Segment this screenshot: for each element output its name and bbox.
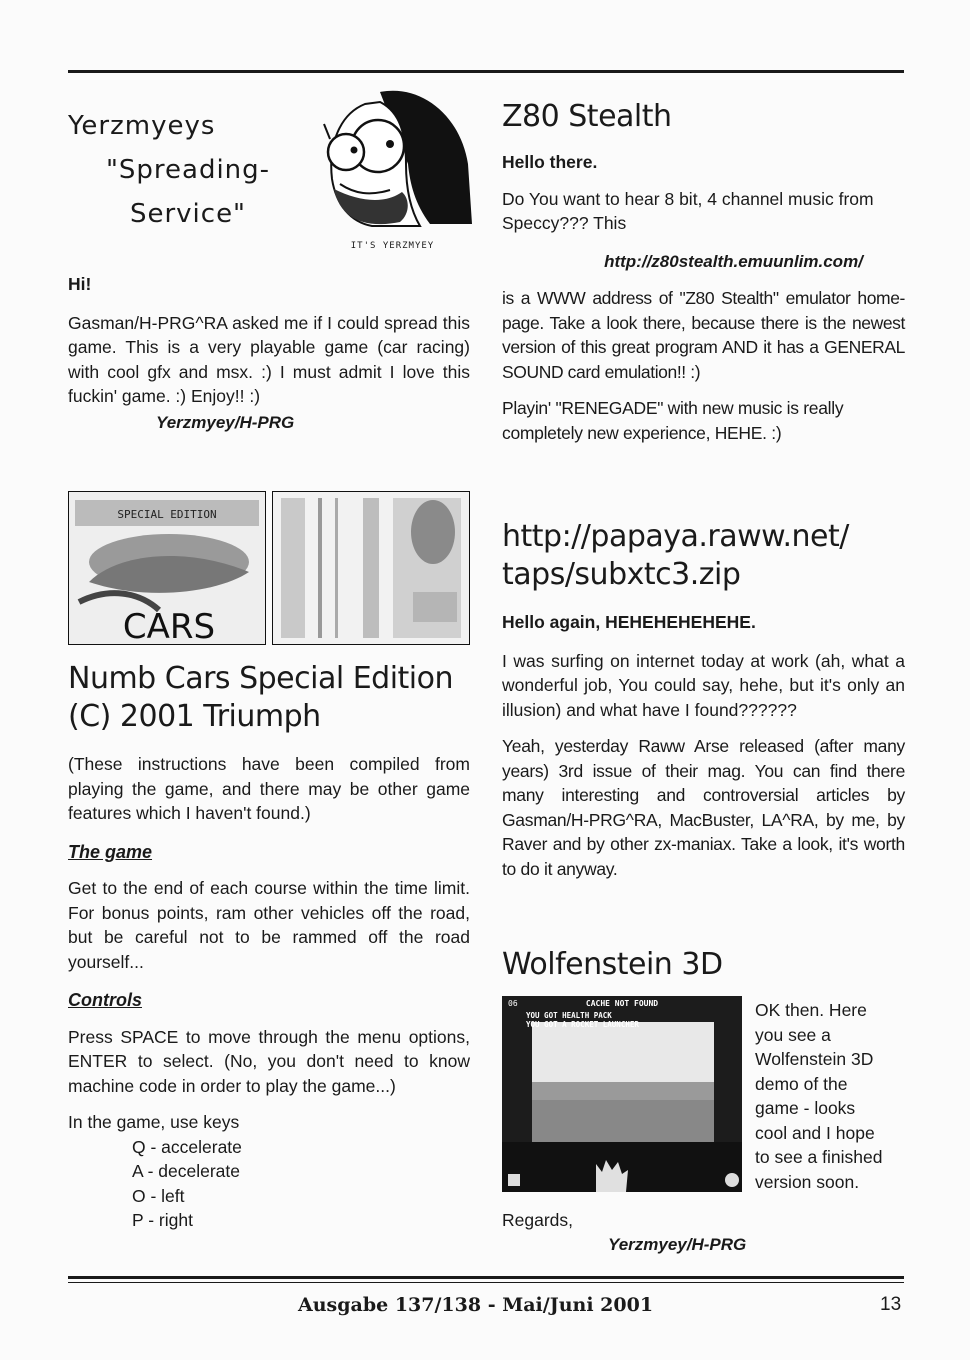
numbcars-article	[68, 660, 470, 1233]
bottom-rule	[68, 1276, 904, 1279]
numbcars-game-screenshot	[272, 491, 470, 645]
bottom-rule-thin	[68, 1282, 904, 1283]
z80-intro: Do You want to hear 8 bit, 4 channel music from Speccy??? This	[502, 188, 874, 233]
papaya-greeting: Hello again, HEHEHEHEHEHE.	[502, 612, 756, 632]
papaya-title-line-1[interactable]: http://papaya.raww.net/	[502, 519, 849, 554]
yerzmyey-signature: Yerzmyey/H-PRG	[156, 412, 295, 432]
wolfenstein-hud-title: CACHE NOT FOUND	[585, 999, 659, 1008]
papaya-para-1: I was surfing on internet today at work (ah, what a wonderful job, You could say, hehe, but it's only an illusion) and what have I found??????	[502, 650, 905, 720]
wolfenstein-text	[755, 998, 915, 1194]
top-rule	[68, 70, 904, 73]
z80-url-link[interactable]: http://z80stealth.emuunlim.com/	[604, 251, 863, 271]
wolfenstein-title-block	[502, 946, 905, 984]
numbcars-game-text: Get to the end of each course within the time limit. For bonus points, ram other vehicles off the road, but be careful not to be rammed off the road yourself...	[68, 878, 470, 972]
key-accelerate: Q - accelerate	[132, 1136, 242, 1157]
yerzmyey-caricature	[310, 84, 475, 249]
numbcars-logo: CARS	[122, 607, 216, 644]
key-left: O - left	[132, 1185, 185, 1206]
wolfenstein-line-3: Wolfenstein 3D	[755, 1049, 874, 1069]
wolfenstein-signature: Yerzmyey/H-PRG	[608, 1234, 747, 1254]
wolfenstein-screenshot	[502, 996, 742, 1192]
yerzmyey-text	[68, 272, 470, 435]
footer-page-number: 13	[880, 1294, 902, 1315]
papaya-article	[502, 518, 905, 881]
footer-issue: Ausgabe 137/138 - Mai/Juni 2001	[298, 1294, 654, 1316]
z80-article	[502, 98, 905, 445]
wolfenstein-closing	[502, 1208, 905, 1257]
wolfenstein-line-8: version soon.	[755, 1171, 860, 1192]
numbcars-game-heading: The game	[68, 841, 153, 862]
face-icon	[310, 84, 475, 234]
wolfenstein-line-4: demo of the	[755, 1073, 848, 1094]
yerzmyey-title	[68, 104, 308, 236]
numbcars-intro: (These instructions have been compiled from playing the game, and there may be other game features which I haven't found.)	[68, 754, 470, 823]
numbcars-title-screenshot	[68, 491, 266, 645]
yerzmyey-title-line-2: "Spreading-	[105, 155, 271, 185]
z80-body: is a WWW address of "Z80 Stealth" emulator home-page. Take a look there, because there is the newest version of this great program AND it has a GENERAL SOUND card emulation!! :)	[502, 288, 905, 382]
key-decelerate: A - decelerate	[132, 1161, 240, 1181]
wolfenstein-hud-line-2: YOU GOT A ROCKET LAUNCHER	[526, 1020, 639, 1029]
yerzmyey-body: Gasman/H-PRG^RA asked me if I could spread this game. This is a very playable game (car racing) with cool gfx and msx. :) I must admit I love this fuckin' game. :) Enjoy!! :)	[68, 312, 470, 406]
z80-title: Z80 Stealth	[502, 99, 672, 134]
numbcars-controls-text: Press SPACE to move through the menu options, ENTER to select. (No, you don't need to know machine code in order to play the game...)	[68, 1026, 470, 1096]
wolfenstein-hud-number: 06	[508, 999, 518, 1008]
wolfenstein-line-7: to see a finished	[755, 1147, 883, 1167]
key-right: P - right	[132, 1210, 193, 1230]
yerzmyey-greeting: Hi!	[68, 274, 92, 294]
numbcars-title: Numb Cars Special Edition (C) 2001 Triumph	[68, 661, 454, 734]
papaya-title-line-2[interactable]: taps/subxtc3.zip	[502, 557, 741, 592]
wolfenstein-hud-line-1: YOU GOT HEALTH PACK	[526, 1011, 612, 1020]
wolfenstein-line-5: game - looks	[755, 1098, 856, 1118]
caricature-caption: IT'S YERZMYEY	[350, 241, 435, 251]
numbcars-keys-intro: In the game, use keys	[68, 1112, 240, 1132]
numbcars-controls-heading: Controls	[68, 990, 142, 1010]
z80-body-2: Playin' "RENEGADE" with new music is really completely new experience, HEHE. :)	[502, 398, 844, 443]
wolfenstein-line-6: cool and I hope	[755, 1122, 875, 1143]
numbcars-banner: SPECIAL EDITION	[117, 508, 217, 521]
yerzmyey-title-line-1: Yerzmyeys	[68, 111, 216, 141]
wolfenstein-line-1: OK then. Here	[755, 1000, 867, 1020]
wolfenstein-title: Wolfenstein 3D	[502, 947, 723, 982]
numbcars-keys-list	[132, 1135, 470, 1233]
z80-greeting: Hello there.	[502, 152, 598, 172]
wolfenstein-regards: Regards,	[502, 1210, 574, 1230]
wolfenstein-line-2: you see a	[755, 1024, 831, 1045]
papaya-para-2: Yeah, yesterday Raww Arse released (after many years) 3rd issue of their mag. You can find there many interesting and controversial articles by Gasman/H-PRG^RA, MacBuster, LA^RA, by me, by Raver and by other zx-maniax. Take a look, it's worth to do it anyway.	[502, 736, 905, 879]
yerzmyey-title-line-3: Service"	[129, 199, 247, 229]
